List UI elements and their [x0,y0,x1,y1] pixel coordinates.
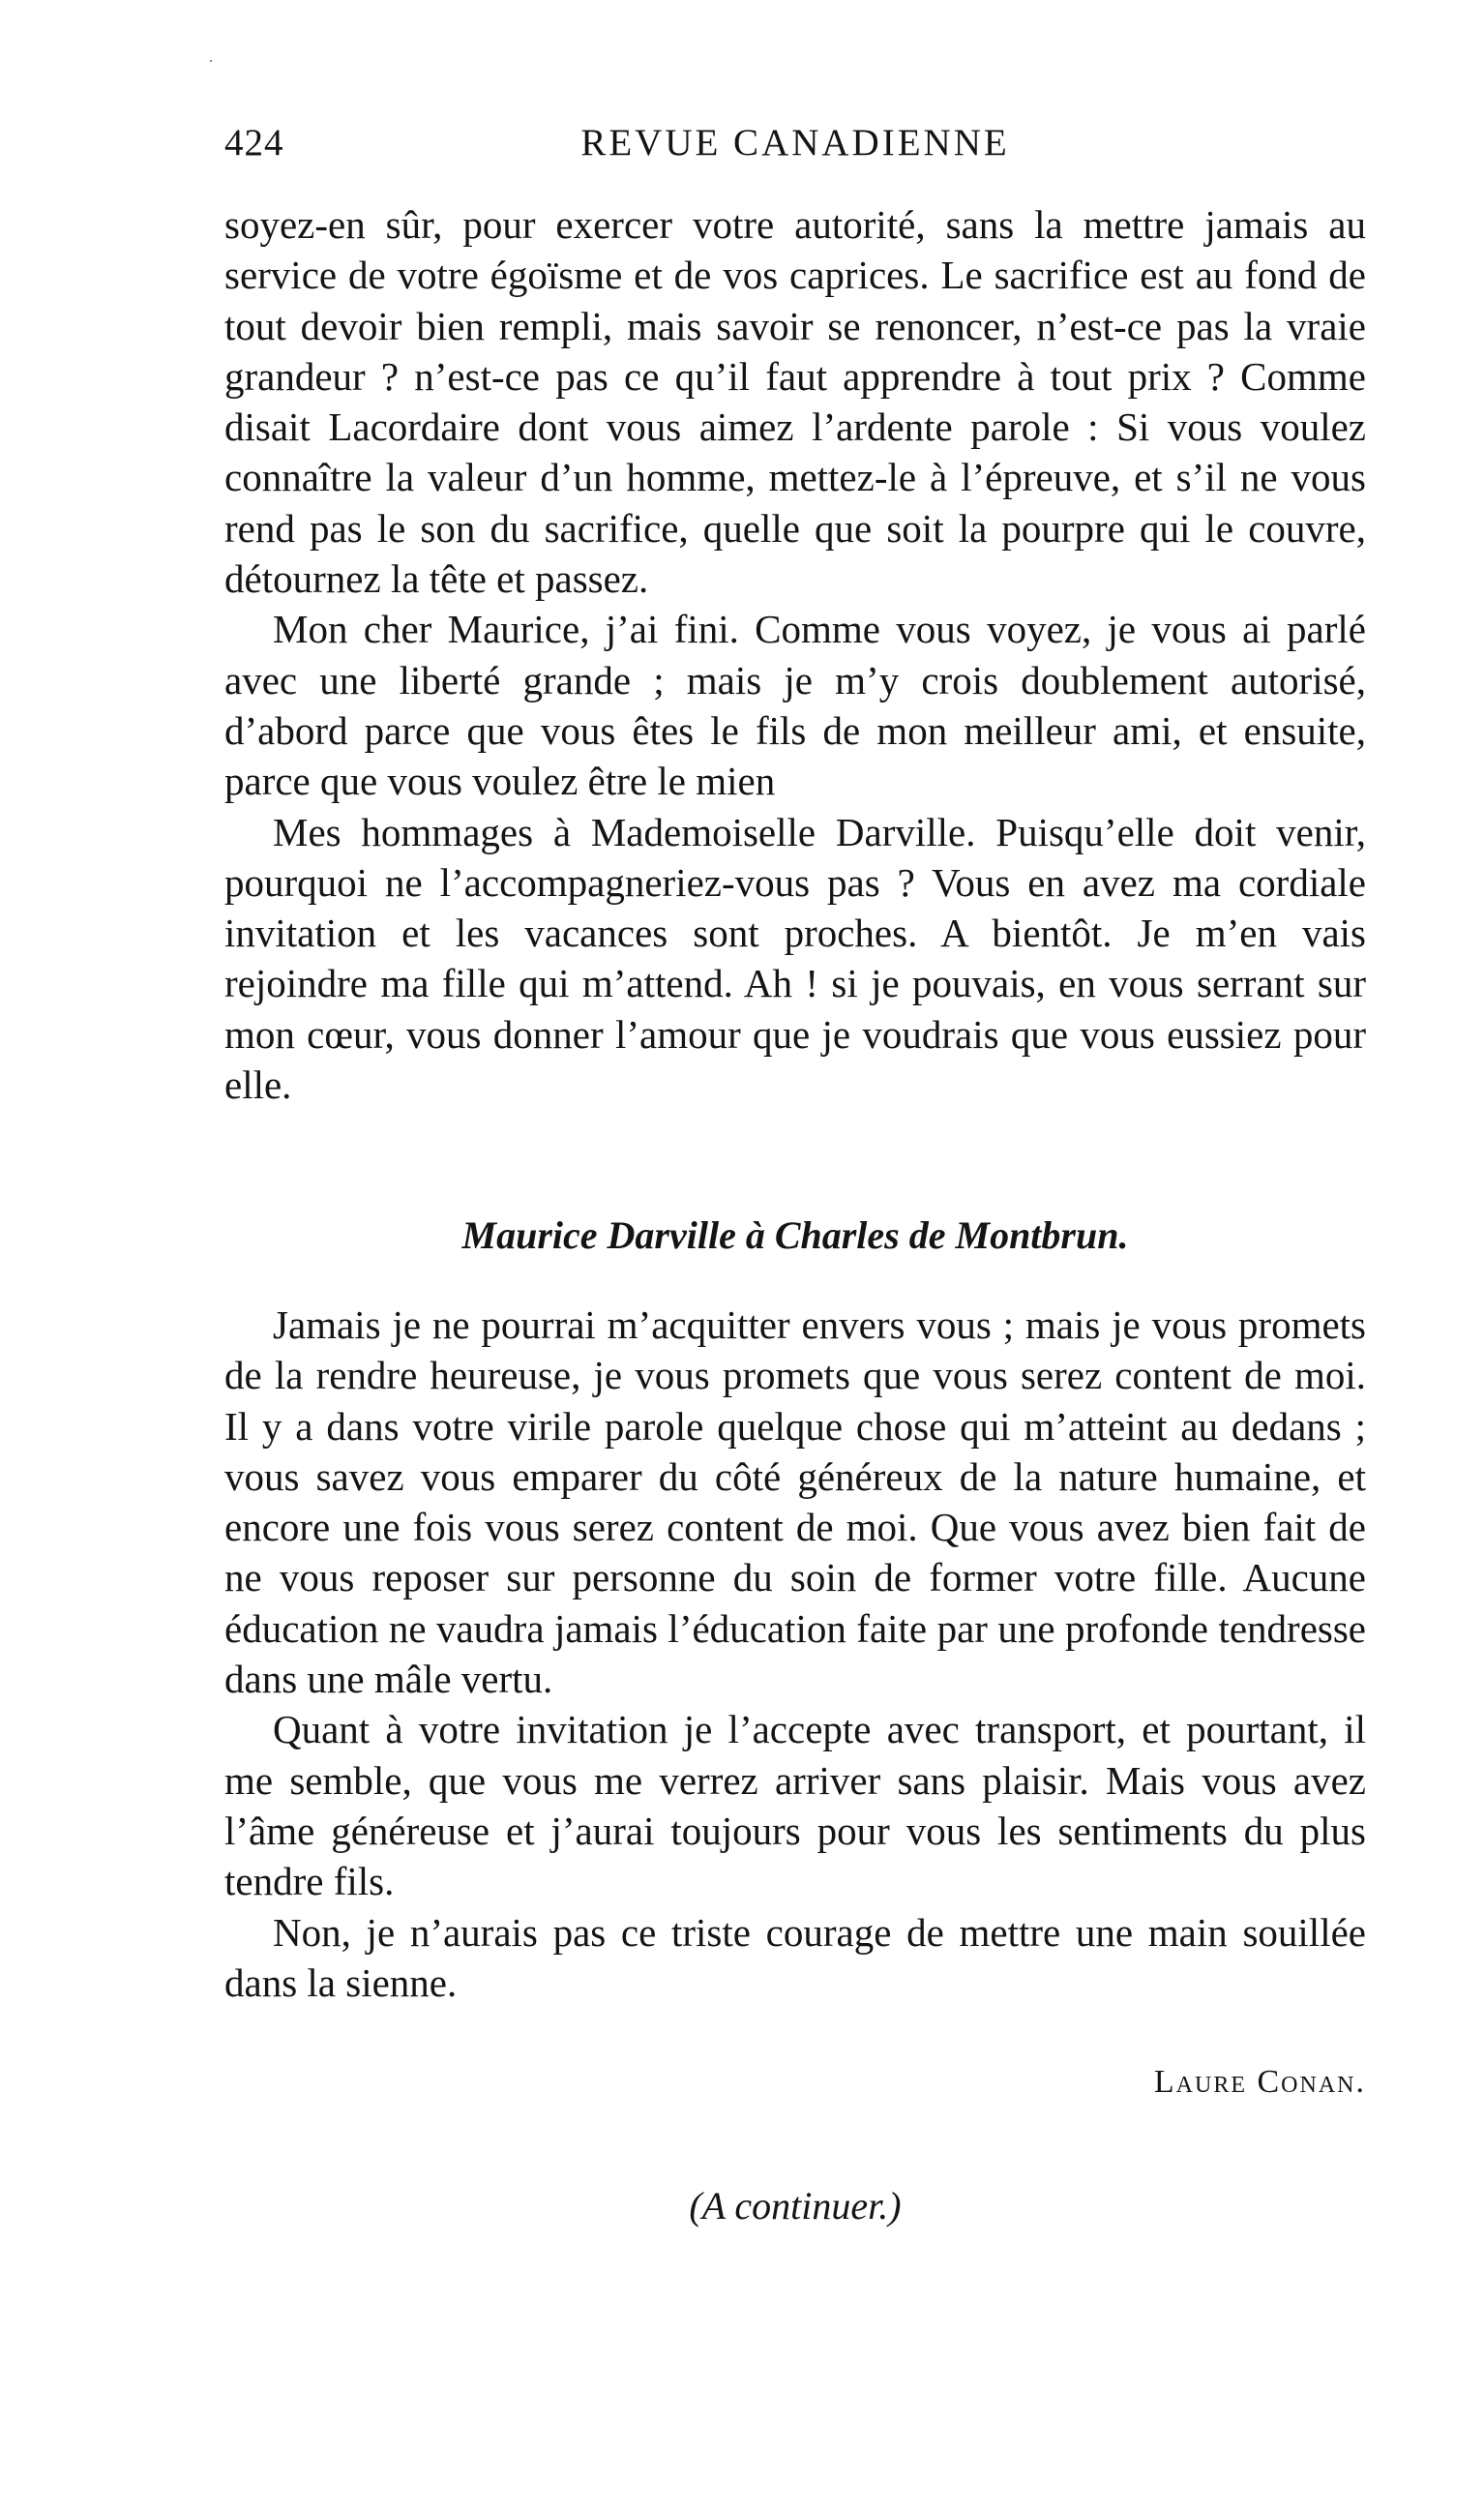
page-header [224,121,1366,179]
paragraph: Mes hommages à Mademoiselle Darville. Puisqu’elle doit venir, pourquoi ne l’accompagneriez-vous pas ? Vous en avez ma cordiale invitation et les vacances sont proches. A bientôt. Je m’en vais rejoindre ma fille qui m’attend. Ah ! si je pouvais, en vous serrant sur mon cœur, vous donner l’amour que je voudrais que vous eussiez pour elle. [224,809,1366,1108]
text-block-bottom [224,1300,1366,2008]
paragraph: Quant à votre invitation je l’accepte avec transport, et pourtant, il me semble, que vous me verrez arriver sans plaisir. Mais vous avez l’âme généreuse et j’aurai toujours pour vous les sentiments du plus tendre fils. [224,1707,1366,1904]
text-block-top [224,199,1366,1110]
letter-heading: Maurice Darville à Charles de Montbrun. [461,1213,1129,1257]
continuation-note: (A continuer.) [689,2184,902,2228]
paragraph: Jamais je ne pourrai m’acquitter envers vous ; mais je vous promets de la rendre heureuse, je vous promets que vous serez content de moi. Il y a dans votre virile parole quelque chose qui m’atteint au dedans ; vous savez vous emparer du côté généreux de la nature humaine, et encore une fois vous serez content de moi. Que vous avez bien fait de ne vous reposer sur personne du soin de former votre fille. Aucune éducation ne vaudra jamais l’éducation faite par une profonde tendresse dans une mâle vertu. [224,1302,1366,1702]
page-number: 424 [224,122,284,164]
paragraph: Non, je n’aurais pas ce triste courage de mettre une main souillée dans la sienne. [224,1909,1366,2005]
paper-speck [210,60,212,62]
paragraph: soyez-en sûr, pour exercer votre autorité, sans la mettre jamais au service de votre égoïsme et de vos caprices. Le sacrifice est au fond de tout devoir bien rempli, mais savoir se renoncer, n’est-ce pas la vraie grandeur ? n’est-ce pas ce qu’il faut apprendre à tout prix ? Comme disait Lacordaire dont vous aimez l’ardente parole : Si vous voulez connaître la valeur d’un homme, mettez-le à l’épreuve, et s’il ne vous rend pas le son du sacrifice, quelle que soit la pourpre qui le couvre, détournez la tête et passez. [224,202,1366,602]
paragraph: Mon cher Maurice, j’ai fini. Comme vous voyez, je vous ai parlé avec une liberté grande ; mais je m’y crois doublement autorisé, d’abord parce que vous êtes le fils de mon meilleur ami, et ensuite, parce que vous voulez être le mien [224,607,1366,804]
author-signature: Laure Conan. [1153,2064,1366,2100]
running-title: REVUE CANADIENNE [580,122,1010,164]
